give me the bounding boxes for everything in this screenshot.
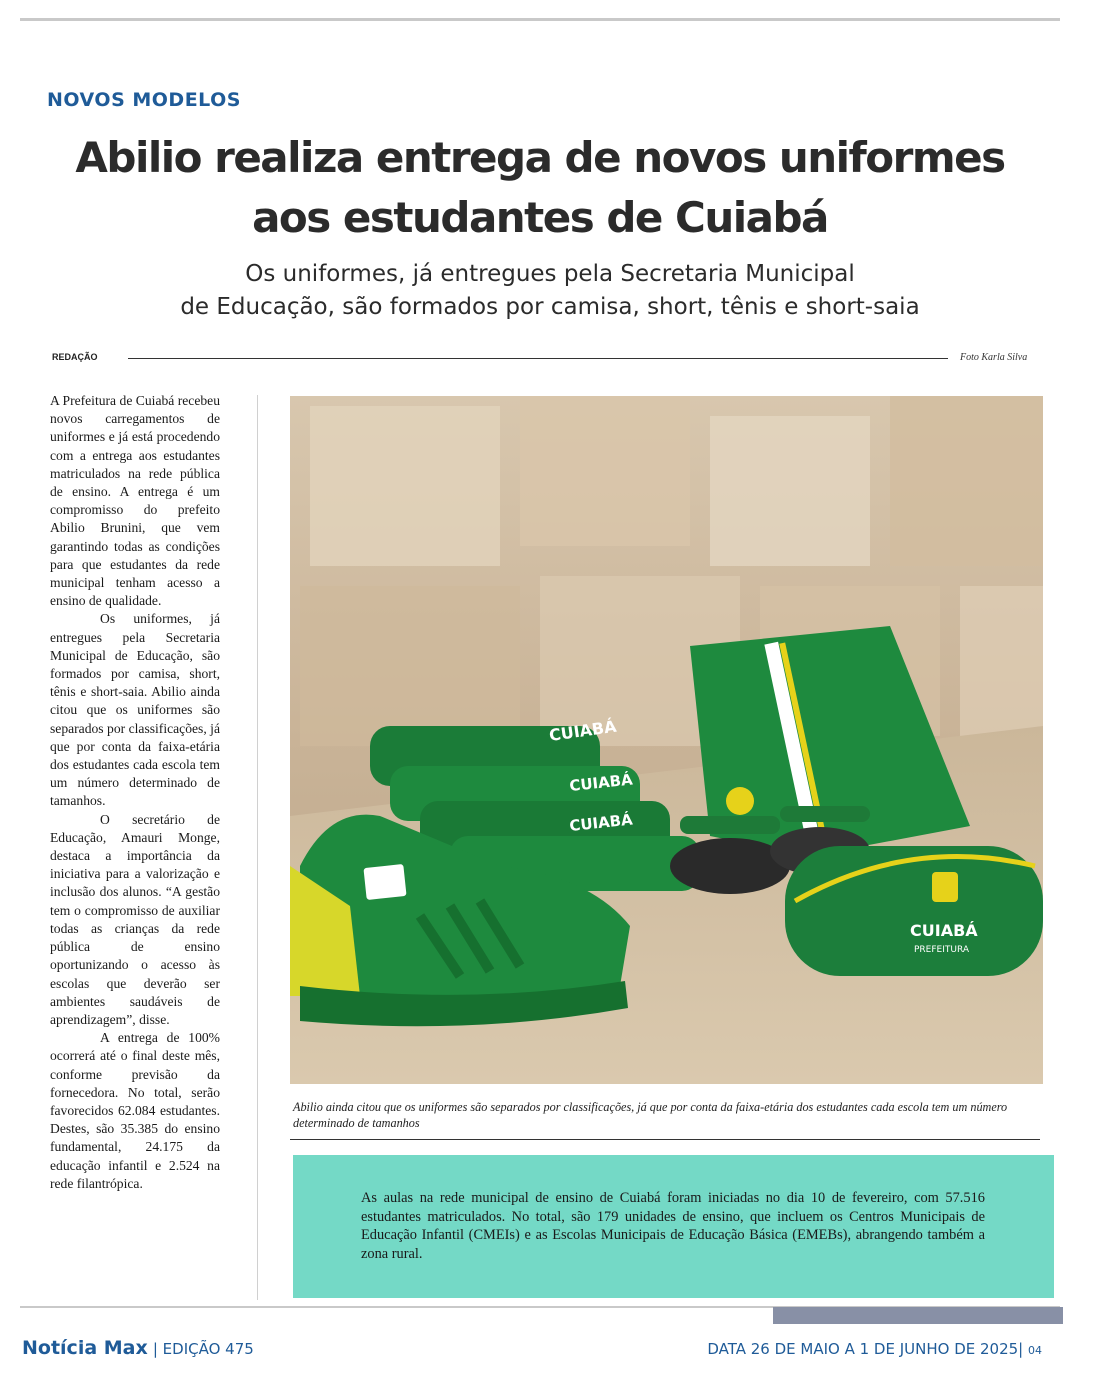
uniforms-photo-illustration: [290, 396, 1043, 1084]
article-body: [50, 392, 220, 1193]
edition-label: | EDIÇÃO 475: [152, 1340, 254, 1358]
byline-rule: [128, 358, 948, 359]
article-paragraph: Os uniformes, já entregues pela Secretaria Municipal de Educação, são formados por camisa, short, tênis e short-saia. Abilio ainda citou que os uniformes são separados por classificações, já que por conta da faixa-etária dos estudantes cada escola tem um número determinado de tamanhos.: [50, 611, 220, 809]
article-paragraph: A Prefeitura de Cuiabá recebeu novos carregamentos de uniformes e já está procedendo com a entrega aos estudantes matriculados na rede pública de ensino. A entrega é um compromisso do prefeito Abilio Brunini, que vem garantindo todas as condições para que estudantes da rede municipal tenham acesso a ensino de qualidade.: [50, 393, 220, 609]
subheadline-line-2: de Educação, são formados por camisa, short, tênis e short-saia: [180, 294, 920, 320]
issue-date: DATA 26 DE MAIO A 1 DE JUNHO DE 2025|: [707, 1340, 1024, 1358]
svg-text:CUIABÁ: CUIABÁ: [568, 770, 634, 795]
section-kicker: NOVOS MODELOS: [47, 89, 241, 111]
publication-name: Notícia Max: [22, 1337, 148, 1359]
subheadline: [80, 258, 1020, 324]
case-brand-subtext: PREFEITURA: [914, 945, 970, 955]
svg-text:CUIABÁ: CUIABÁ: [568, 810, 634, 835]
article-paragraph: O secretário de Educação, Amauri Monge, destaca a importância da iniciativa para a valorização e inclusão dos alunos. “A gestão tem o compromisso de auxiliar todas as crianças da rede pública de ensino oportunizando o acesso às escolas que deverão ser ambientes saudáveis de aprendizagem”, disse.: [50, 811, 220, 1027]
headline-line-1: Abilio realiza entrega de novos uniformes: [75, 133, 1005, 182]
byline: REDAÇÃO: [52, 352, 98, 362]
column-divider: [257, 395, 258, 1300]
svg-text:CUIABÁ: CUIABÁ: [547, 716, 618, 745]
page-number: 04: [1028, 1344, 1042, 1357]
case-brand-text: CUIABÁ: [910, 921, 978, 940]
headline-line-2: aos estudantes de Cuiabá: [252, 193, 828, 242]
article-photo: [290, 396, 1043, 1084]
footer-left: [22, 1337, 254, 1359]
bottom-accent-bar: [773, 1307, 1063, 1324]
footer-right: [707, 1340, 1042, 1358]
photo-caption: Abilio ainda citou que os uniformes são separados por classificações, já que por conta da faixa-etária dos estudantes cada escola tem um número determinado de tamanhos: [293, 1100, 1008, 1130]
article-paragraph: A entrega de 100% ocorrerá até o final deste mês, conforme previsão da fornecedora. No total, serão favorecidos 62.084 estudantes. Destes, são 35.385 do ensino fundamental, 24.175 da educação infantil e 2.524 na rede filantrópica.: [50, 1030, 220, 1191]
caption-rule: [290, 1139, 1040, 1140]
info-box: [293, 1155, 1054, 1298]
top-rule: [20, 18, 1060, 21]
headline: [60, 128, 1020, 248]
info-box-text: As aulas na rede municipal de ensino de Cuiabá foram iniciadas no dia 10 de fevereiro, com 57.516 estudantes matriculados. No total, são 179 unidades de ensino, que incluem os Centros Municipais de Educação Infantil (CMEIs) e as Escolas Municipais de Educação Básica (EMEBs), abrangendo também a zona rural.: [361, 1190, 985, 1262]
subheadline-line-1: Os uniformes, já entregues pela Secretaria Municipal: [245, 261, 855, 287]
photo-credit: Foto Karla Silva: [960, 352, 1028, 363]
pencil-case: [785, 846, 1043, 976]
